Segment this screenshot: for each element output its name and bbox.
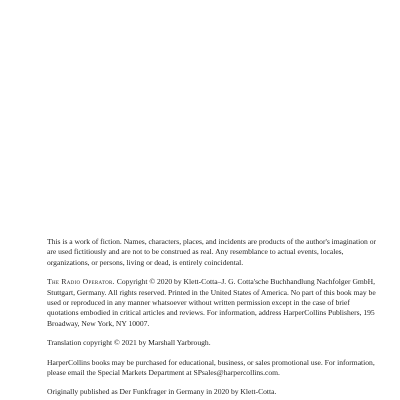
special-markets-notice: HarperCollins books may be purchased for educational, business, or sales promotional use. For information, please email the Special Markets Department at SPsales@harpercollins.com. — [47, 357, 375, 378]
translation-notice: Translation copyright © 2021 by Marshall Yarbrough. — [47, 338, 211, 348]
book-title-small-caps: The Radio Operator. — [47, 277, 115, 287]
copyright-text-block — [47, 237, 377, 400]
fiction-notice: This is a work of fiction. Names, characters, places, and incidents are products of the author's imagination or are used fictitiously and are not to be construed as real. Any resemblance to actual events, locales, organizations, or persons, living or dead, is entirely coincidental. — [47, 237, 377, 267]
copyright-paragraph — [47, 277, 377, 329]
original-publication-notice: Originally published as Der Funkfrager in Germany in 2020 by Klett-Cotta. — [47, 387, 277, 397]
copyright-body: Copyright © 2020 by Klett-Cotta–J. G. Cotta'sche Buchhandlung Nachfolger GmbH, Stuttgart, Germany. All rights reserved. Printed in the United States of America. No part of this book may be used or reproduced in any manner whatsoever without written permission except in the case of brief quotations embodied in critical articles and reviews. For information, address HarperCollins Publishers, 195 Broadway, New York, NY 10007. — [47, 277, 376, 328]
